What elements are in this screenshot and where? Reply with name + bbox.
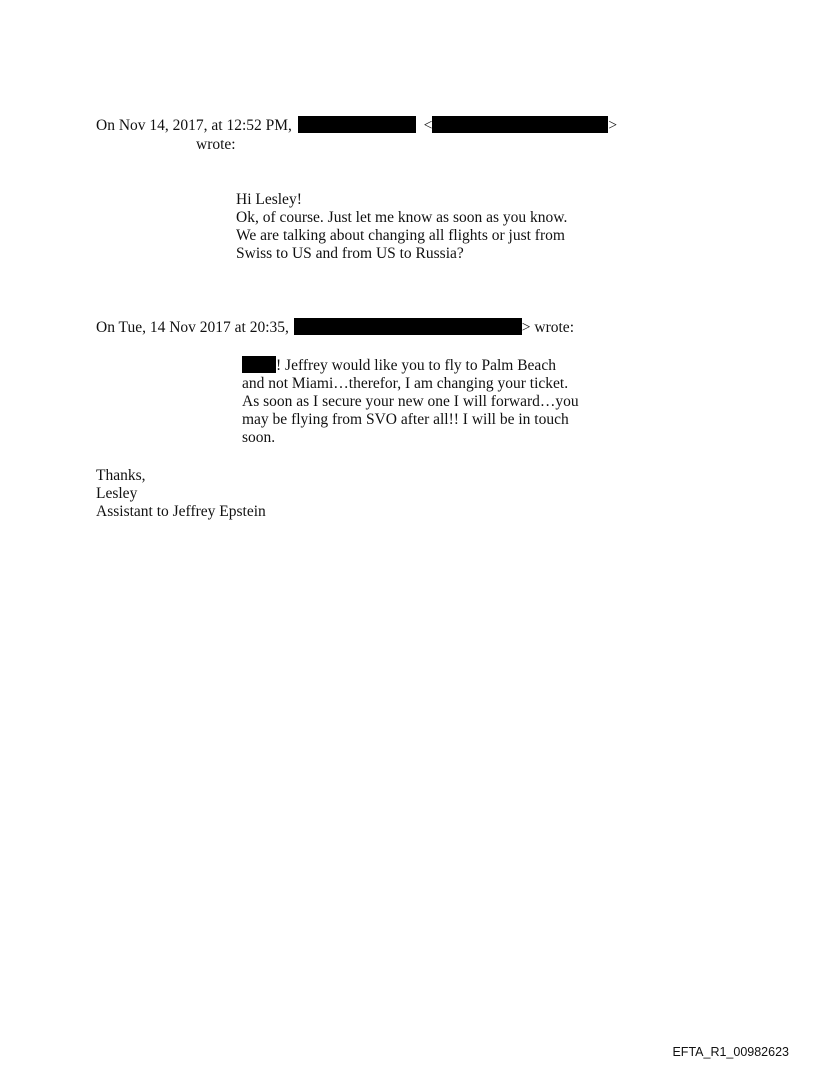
email2-header-prefix: On Tue, 14 Nov 2017 at 20:35, (96, 319, 289, 336)
redacted-sender (294, 318, 522, 335)
email1-header-prefix: On Nov 14, 2017, at 12:52 PM, (96, 117, 292, 134)
email1-lt: < (423, 117, 433, 134)
email1-body-line: Swiss to US and from US to Russia? (236, 245, 464, 262)
signature-line: Assistant to Jeffrey Epstein (96, 503, 266, 520)
signature-line: Lesley (96, 485, 138, 502)
redacted-recipient-name (242, 356, 276, 373)
redacted-sender-email (432, 116, 608, 133)
email1-wrote: wrote: (196, 136, 236, 153)
email2-first-line-text: ! Jeffrey would like you to fly to Palm Beach (276, 357, 556, 374)
email1-body-line: Ok, of course. Just let me know as soon as you know. (236, 209, 568, 226)
redacted-sender-name (298, 116, 416, 133)
email1-body-line: Hi Lesley! (236, 191, 302, 208)
document-id: EFTA_R1_00982623 (672, 1045, 789, 1059)
email2-body-line: As soon as I secure your new one I will forward…you (242, 393, 579, 410)
email2-body-line: soon. (242, 429, 276, 446)
email1-body-line: We are talking about changing all flights or just from (236, 227, 565, 244)
signature-line: Thanks, (96, 467, 146, 484)
email1-gt: > (608, 117, 618, 134)
email2-header-suffix: > wrote: (521, 319, 574, 336)
email2-header (96, 318, 574, 337)
email2-body-line: may be flying from SVO after all!! I will be in touch (242, 411, 569, 428)
email1-header (96, 116, 617, 135)
email2-body-first-line (242, 356, 556, 375)
email2-body-line: and not Miami…therefor, I am changing your ticket. (242, 375, 569, 392)
